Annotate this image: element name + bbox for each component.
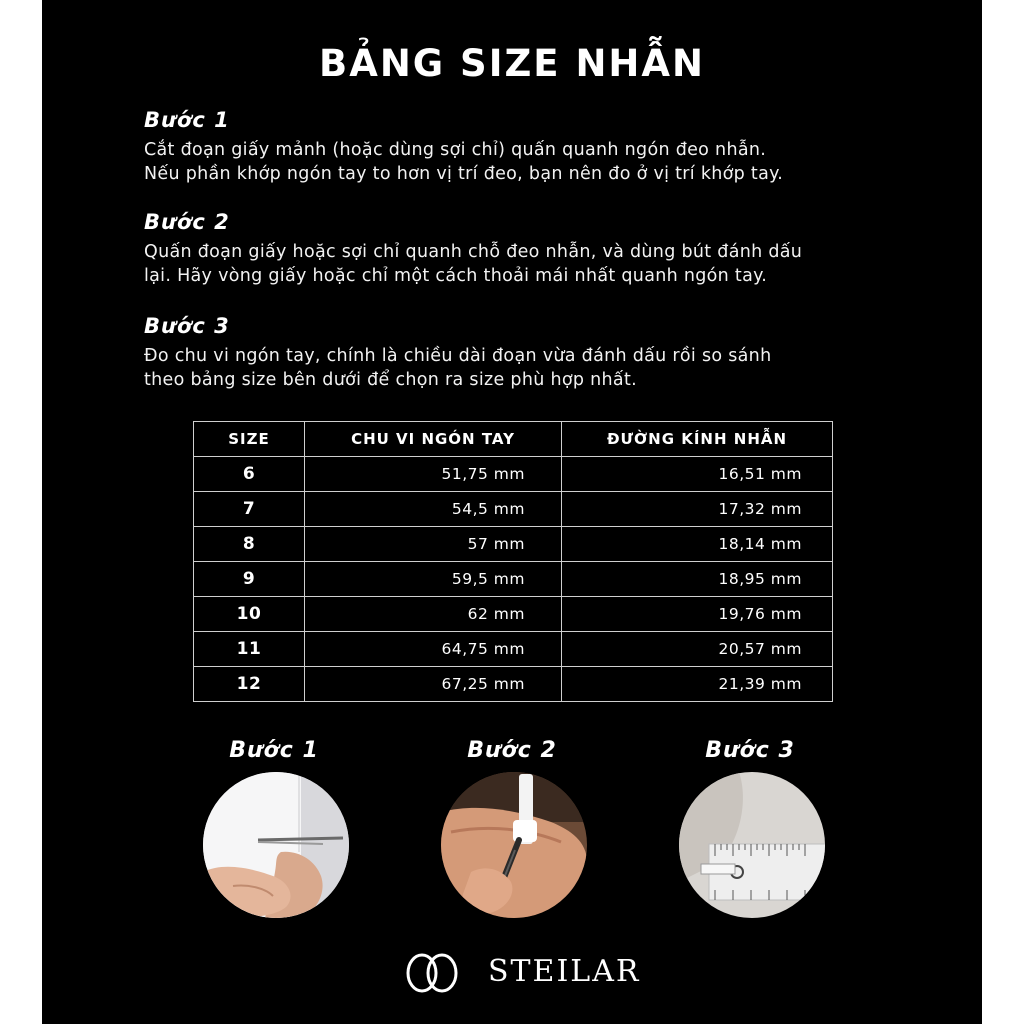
size-cell: 9 xyxy=(194,562,305,597)
size-cell: 12 xyxy=(194,667,305,702)
diameter-cell: 18,14 mm xyxy=(562,527,833,562)
diameter-cell: 20,57 mm xyxy=(562,632,833,667)
circumference-cell: 59,5 mm xyxy=(305,562,562,597)
diameter-cell: 19,76 mm xyxy=(562,597,833,632)
cutting-paper-photo xyxy=(203,772,349,918)
header-circumference: CHU VI NGÓN TAY xyxy=(305,422,562,457)
table-row xyxy=(194,632,833,667)
table-row xyxy=(194,667,833,702)
step-3-text: Đo chu vi ngón tay, chính là chiều dài đoạn vừa đánh dấu rồi so sánh theo bảng size bên dưới để chọn ra size phù hợp nhất. xyxy=(144,346,772,390)
table-row xyxy=(194,492,833,527)
circumference-cell: 57 mm xyxy=(305,527,562,562)
page-title: BẢNG SIZE NHẪN xyxy=(319,42,705,85)
circumference-cell: 62 mm xyxy=(305,597,562,632)
size-cell: 8 xyxy=(194,527,305,562)
circumference-cell: 64,75 mm xyxy=(305,632,562,667)
size-cell: 11 xyxy=(194,632,305,667)
step-2-text: Quấn đoạn giấy hoặc sợi chỉ quanh chỗ đeo nhẫn, và dùng bút đánh dấu lại. Hãy vòng giấy hoặc chỉ một cách thoải mái nhất quanh ngón tay. xyxy=(144,242,803,286)
size-cell: 7 xyxy=(194,492,305,527)
ruler-measure-photo xyxy=(679,772,825,918)
step-1-heading: Bước 1 xyxy=(144,108,230,132)
table-row xyxy=(194,597,833,632)
marking-paper-photo xyxy=(441,772,587,918)
ring-size-table xyxy=(193,421,833,702)
step-3-section xyxy=(144,314,904,392)
step-1-section xyxy=(144,108,904,186)
table-header-row xyxy=(194,422,833,457)
table-row xyxy=(194,457,833,492)
table-row xyxy=(194,527,833,562)
brand-logo xyxy=(398,948,641,998)
brand-name: STEILAR xyxy=(488,954,641,989)
diameter-cell: 16,51 mm xyxy=(562,457,833,492)
step-1-text: Cắt đoạn giấy mảnh (hoặc dùng sợi chỉ) quấn quanh ngón đeo nhẫn. Nếu phần khớp ngón tay to hơn vị trí đeo, bạn nên đo ở vị trí khớp tay. xyxy=(144,140,784,184)
table-row xyxy=(194,562,833,597)
diameter-cell: 18,95 mm xyxy=(562,562,833,597)
step-3-heading: Bước 3 xyxy=(144,314,230,338)
step-2-section xyxy=(144,210,904,288)
diameter-cell: 17,32 mm xyxy=(562,492,833,527)
size-guide-panel xyxy=(42,0,982,1024)
photo-1-label: Bước 1 xyxy=(229,738,319,763)
photo-3-label: Bước 3 xyxy=(705,738,795,763)
circumference-cell: 54,5 mm xyxy=(305,492,562,527)
size-cell: 6 xyxy=(194,457,305,492)
size-cell: 10 xyxy=(194,597,305,632)
photo-2-label: Bước 2 xyxy=(467,738,557,763)
header-size: SIZE xyxy=(194,422,305,457)
circumference-cell: 67,25 mm xyxy=(305,667,562,702)
circumference-cell: 51,75 mm xyxy=(305,457,562,492)
interlocking-rings-logo xyxy=(398,948,468,998)
header-diameter: ĐƯỜNG KÍNH NHẪN xyxy=(562,422,833,457)
step-2-heading: Bước 2 xyxy=(144,210,230,234)
diameter-cell: 21,39 mm xyxy=(562,667,833,702)
